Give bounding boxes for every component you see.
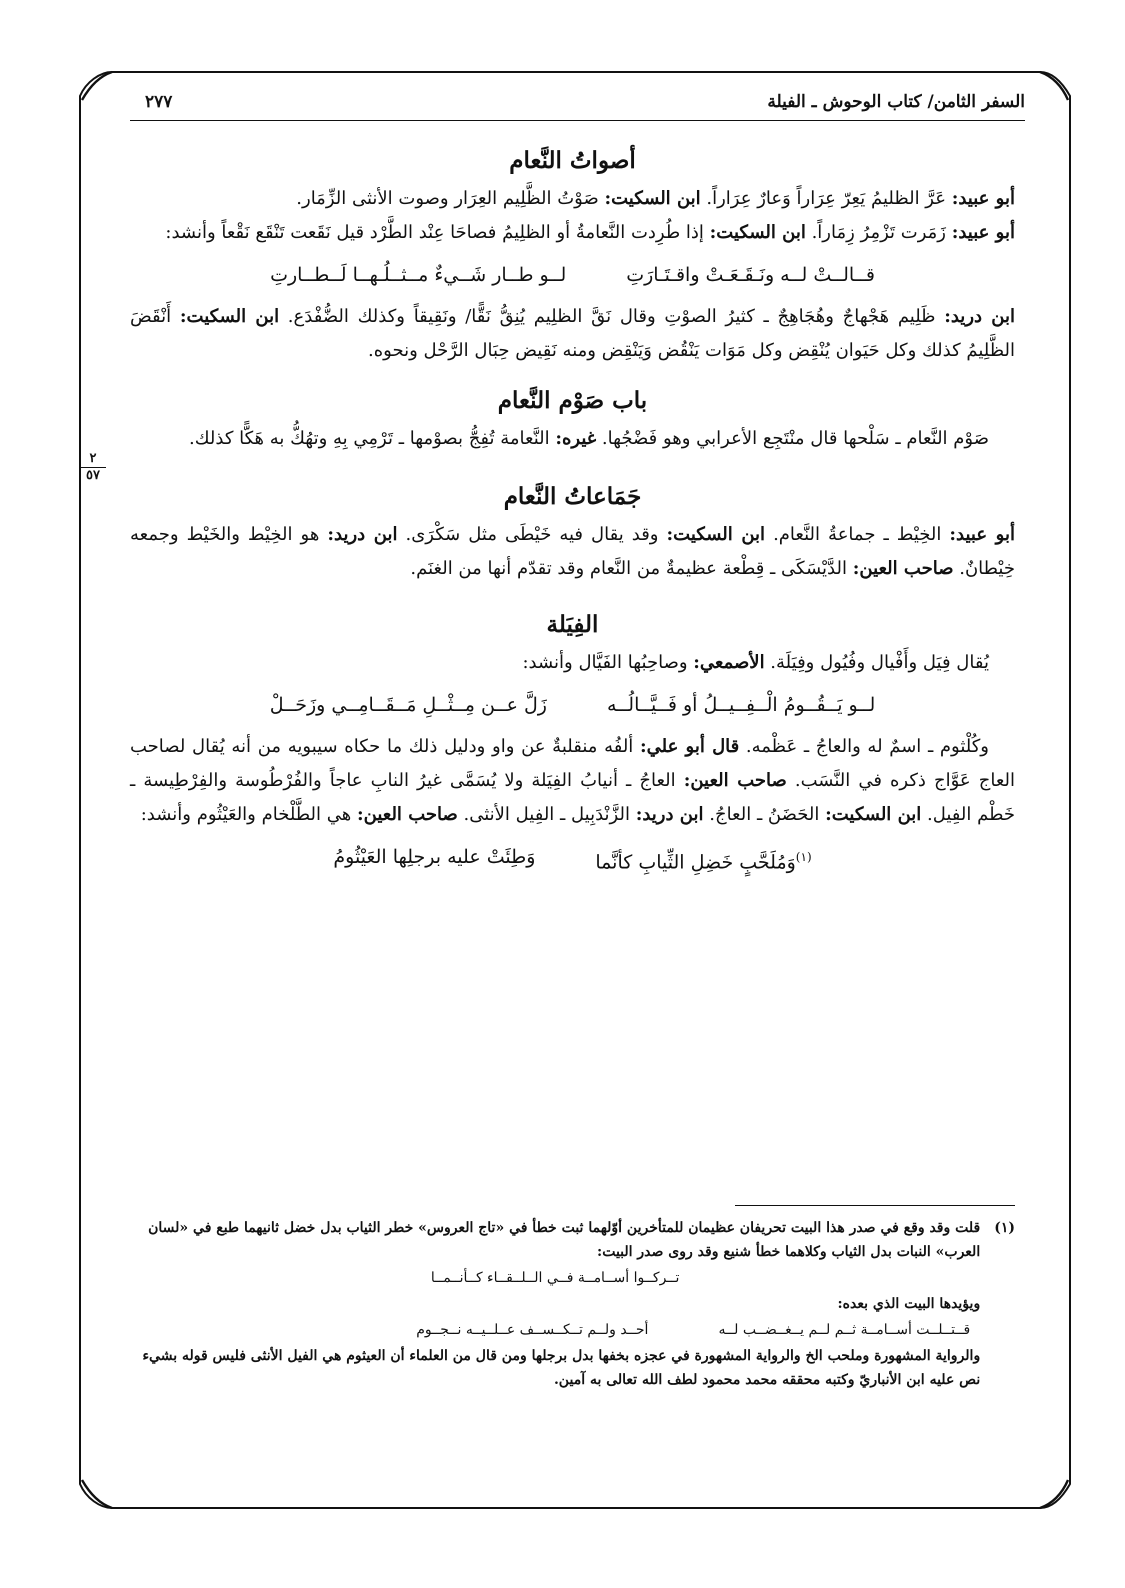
verse (130, 832, 1015, 887)
text-run: الزَّنْدَبِيل ـ الفِيل الأنثى. (457, 804, 636, 825)
author-name: غيره: (555, 428, 597, 449)
verse-hemistich: قــتــلــت أســامــة ثــم لــم يــغــضــب لــه (718, 1322, 971, 1338)
section-title-sawm: باب صَوْم النَّعام (497, 387, 648, 414)
verse (130, 250, 1015, 300)
author-name: قال أبو علي: (639, 736, 740, 757)
footnotes (130, 1205, 1015, 1392)
paragraph (130, 300, 1015, 368)
footnote-text: قلت وقد وقع في صدر هذا البيت تحريفان عظيمان للمتأخرين أوّلهما ثبت خطأ في «تاج العروس» خطر الثياب بدل خضل ثانيهما طبع في «لسان العرب» النبات بدل الثياب وكلاهما خطأ شنيع وقد روى صدر البيت: (148, 1220, 981, 1260)
main-text (130, 140, 1015, 887)
footnote-rule (735, 1205, 1015, 1206)
section-title-jamaat: جَمَاعاتُ النَّعام (503, 483, 642, 510)
text-run: وكُلْثوم ـ اسمٌ له والعاجُ ـ عَظْمه. (739, 736, 990, 757)
footnote (130, 1216, 1015, 1392)
text-run: إذا طُرِدت النَّعامةُ أو الظلِيمُ فصاحَا عِنْد الطَّرْد قيل نَقَعت تَنْقَع نَقْعاً وأنشد: (165, 222, 710, 243)
text-run: هو الخِيْط والخَيْط وجمعه خِيْطانٌ. (130, 524, 1015, 579)
author-name: صاحب العين: (683, 770, 787, 791)
author-name: ابن دريد: (327, 524, 398, 545)
text-run: عَرَّ الظليمُ يَعِرّ عِرَاراً وَعارٌ عِرَاراً. (700, 188, 952, 209)
text-run: الحَضَنُ ـ العاجُ. (703, 804, 826, 825)
author-name: ابن السكيت: (709, 222, 806, 243)
page-header (130, 88, 1025, 122)
verse-hemistich: زَلَّ عــن مِــثْــلِ مَــقَــامِــي وزَحَــلْ (269, 694, 547, 716)
verse-hemistich: لــو يَــقُــومُ الْــفِــيــلُ أو فَــيَّــالُــه (606, 694, 876, 716)
footnote-body (130, 1216, 980, 1392)
verse-hemistich: لــو طــار شَــيءٌ مــثــلُـهــا لَــطــارتِ (270, 264, 567, 286)
text-run: ألفُه منقلبةٌ عن واو ودليل ذلك ما حكاه سيبويه من أنه يُقال لصاحب العاج عَوَّاج ذكره في النَّسَب. (130, 736, 1015, 791)
running-head: السفر الثامن/ كتاب الوحوش ـ الفيلة (767, 92, 1025, 112)
paragraph (130, 518, 1015, 586)
margin-note-top: ٢ (89, 451, 97, 466)
paragraph (130, 422, 1015, 456)
paragraph (130, 216, 1015, 250)
text-run: وقد يقال فيه خَيْطَى مثل سَكْرَى. (397, 524, 667, 545)
paragraph (130, 646, 1015, 680)
footnote-marker: (١) (795, 850, 812, 864)
text-run: الخِيْط ـ جماعةُ النَّعام. (765, 524, 950, 545)
footnote-text: والرواية المشهورة وملحب الخ والرواية المشهورة في عجزه بخفها بدل برجلها ومن قال من العلماء أن العيثوم هي الفيل الأنثى فليس قوله بشيء نص عليه ابن الأنباريّ وكتبه محققه محمد محمود لطف الله تعالى به آمين. (142, 1348, 981, 1388)
author-name: ابن دريد: (944, 306, 1015, 327)
section-title-fila: الفِيَلة (546, 611, 599, 638)
text-run: وصاحِبُها الفَيَّال وأنشد: (522, 652, 694, 673)
header-rule (130, 120, 1025, 121)
author-name: أبو عبيد: (951, 222, 1015, 243)
verse (130, 680, 1015, 730)
margin-note (76, 452, 110, 483)
text-run: زَمَرت تَزْمِرُ زِمَاراً. (805, 222, 952, 243)
text-run: ظَلِيم هَجْهاجٌ وهُجَاهِجٌ ـ كثيرُ الصوْتِ وقال نَقَّ الظلِيم يُنِقُّ نَقًّا/ ونَقِيقاً وكذلك الضُّفْدَع. (279, 306, 945, 327)
paragraph (130, 730, 1015, 832)
verse-hemistich: وَطِئَتْ عليه برجلِها العَيْثُومُ (333, 846, 536, 868)
page-number: ٢٧٧ (145, 92, 173, 112)
paragraph (130, 182, 1015, 216)
author-name: ابن السكيت: (825, 804, 922, 825)
text-run: يُقال فِيَل وأَفْيال وفُيُول وفِيَلَة. (764, 652, 989, 673)
section-title-aswat: أصواتُ النَّعام (509, 147, 636, 174)
text-run: أَنْقَضَ الظَّلِيمُ كذلك وكل حَيَوان يُنْقِض وكل مَوَات يَنْقُض وَيَنْقِض ومنه نَقِيض حِبَال الرَّحْل ونحوه. (130, 306, 1015, 361)
author-name: ابن السكيت: (666, 524, 766, 545)
text-run: العاجُ ـ أنيابُ الفِيَلة ولا يُسَمَّى غيرُ النابِ عاجاً والفُرْطُوسة والفِرْطِيسة ـ خَطْم الفِيل. (130, 770, 1015, 825)
verse-text: وَمُلَحَّبٍ خَضِلِ الثِّيابِ كأنَّما (595, 851, 796, 874)
author-name: أبو عبيد: (951, 188, 1015, 209)
verse-hemistich (595, 840, 811, 879)
author-name: صاحب العين: (852, 558, 954, 579)
author-name: ابن دريد: (635, 804, 704, 825)
verse-hemistich: تــركــوا أســامــة فــي الــلــقــاء كــأنــمــا (430, 1270, 680, 1286)
author-name: صاحب العين: (356, 804, 458, 825)
footnote-verse (130, 1266, 980, 1290)
footnote-verse (130, 1318, 980, 1342)
footnote-text: ويؤيدها البيت الذي بعده: (837, 1296, 981, 1312)
author-name: الأصمعي: (693, 652, 765, 673)
author-name: ابن السكيت: (604, 188, 701, 209)
text-run: الدَّيْسَكَى ـ قِطْعة عظيمةٌ من النَّعام وقد تقدّم أنها من الغنَم. (410, 558, 853, 579)
text-run: النَّعامة تُفِجُّ بصوْمها ـ تَرْمِي بِهِ وتهُكُّ به هَكًّا كذلك. (189, 428, 556, 449)
author-name: أبو عبيد: (949, 524, 1015, 545)
verse-hemistich: أحــد ولــم تــكــســف عــلــيــه نــجــوم (416, 1322, 649, 1338)
verse-hemistich: قــالــتْ لــه ونَـقَـعَـتْ واقـتَـارَتِ (626, 264, 875, 286)
author-name: ابن السكيت: (179, 306, 280, 327)
text-run: هي الطَّلْخام والعَيْثُوم وأنشد: (140, 804, 357, 825)
text-run: صَوْم النَّعام ـ سَلْحها قال منْتَجِع الأعرابي وهو فَضْجُها. (596, 428, 989, 449)
text-run: صَوْتُ الظَّلِيم العِرَار وصوت الأنثى الزِّمَار. (296, 188, 605, 209)
margin-note-bottom: ٥٧ (86, 468, 100, 483)
footnote-number: (١) (994, 1220, 1015, 1236)
